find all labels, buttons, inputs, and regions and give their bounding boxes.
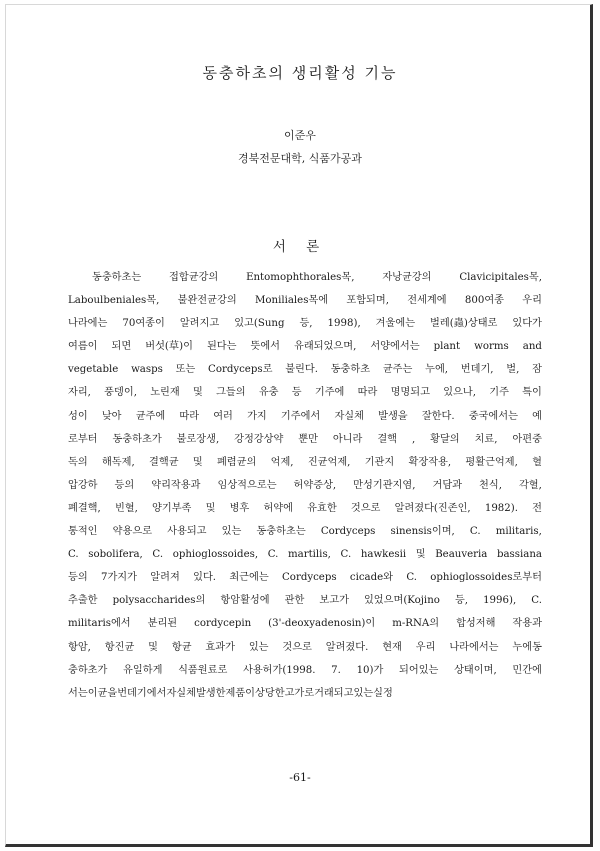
word: 우리 xyxy=(415,641,436,653)
word: 기주 xyxy=(489,387,509,399)
word: Entomophthorales목, xyxy=(246,272,355,283)
word: 동충하초는 xyxy=(256,526,306,538)
word: 독의 xyxy=(68,456,88,468)
word: 균을 xyxy=(97,687,118,699)
word: C. xyxy=(340,549,352,561)
word: 된다는 xyxy=(206,341,237,353)
word: 잘한다. xyxy=(421,410,455,422)
word: 등의 xyxy=(114,479,135,491)
word: 낮아 xyxy=(101,410,122,422)
page-number: -61- xyxy=(289,771,311,784)
word: 압강하 xyxy=(68,479,98,491)
author-affiliation: 경북전문대학, 식품가공과 xyxy=(238,152,362,165)
word: 서는 xyxy=(68,687,88,699)
word: 전세계에 xyxy=(407,295,447,307)
word: 있었으며(Kojino xyxy=(363,595,440,607)
word: 것으로 xyxy=(282,641,312,653)
word: and xyxy=(522,341,542,353)
word: 해독제, xyxy=(101,456,135,468)
body-line xyxy=(68,266,542,289)
word: 여름이 xyxy=(68,341,98,353)
word: 가지 xyxy=(247,410,267,422)
word: 상태이며, xyxy=(454,664,497,676)
word: 식품원료로 xyxy=(178,664,228,676)
body-line xyxy=(68,474,542,497)
word: 성이 xyxy=(68,410,88,422)
word: 자리, xyxy=(68,387,91,399)
word: cicade와 xyxy=(349,572,394,584)
word: 벌, xyxy=(506,364,520,376)
word: 버섯(草)이 xyxy=(145,341,193,353)
word: 불로장생, xyxy=(176,433,220,445)
paper-title: 동충하초의 생리활성 기능 xyxy=(202,64,398,82)
word: 우리 xyxy=(522,295,542,307)
word: C. xyxy=(531,595,542,607)
word: 및 xyxy=(415,549,426,561)
body-line xyxy=(68,335,542,358)
word: 누에, xyxy=(425,364,449,376)
word: ophioglossoides로부터 xyxy=(430,572,542,584)
word: 분리된 xyxy=(147,618,178,630)
word: 아니라 xyxy=(332,433,363,445)
word: Cordyceps xyxy=(320,526,376,538)
word: polysaccharides의 xyxy=(112,595,206,607)
word: 효과가 xyxy=(205,641,235,653)
word: Cordyceps로 xyxy=(208,364,273,376)
word: sobolifera, xyxy=(88,549,143,561)
word: 항균 xyxy=(171,641,192,653)
word: 결핵 xyxy=(377,433,398,445)
word: 10)가 xyxy=(356,664,384,676)
word: 자실체 xyxy=(166,687,196,699)
word: 여러 xyxy=(213,410,233,422)
word: 사용되고 xyxy=(167,526,207,538)
word: 전 xyxy=(532,502,542,514)
word: Cordyceps xyxy=(282,572,337,584)
word: 등의 xyxy=(68,572,88,584)
word: 아편중 xyxy=(512,433,542,445)
word: 항진균 xyxy=(104,641,135,653)
word: 뜻에서 xyxy=(250,341,281,353)
word: 풍뎅이, xyxy=(104,387,137,399)
word: 기관지 xyxy=(364,456,395,468)
word: C. xyxy=(152,549,164,561)
word: 겨울에는 xyxy=(375,318,416,330)
word: 치료, xyxy=(474,433,498,445)
word: 항암, xyxy=(68,641,91,653)
word: 예 xyxy=(532,410,542,422)
word: vegetable xyxy=(68,364,119,376)
word: 70여종이 xyxy=(122,318,165,330)
word: 누에동 xyxy=(512,641,542,653)
word: 및 xyxy=(148,641,159,653)
word: 빈혈, xyxy=(114,502,138,514)
word: 동충하초는 xyxy=(92,272,142,283)
word: 및 xyxy=(192,456,203,468)
word: 강정강상약 xyxy=(234,433,284,445)
body-line xyxy=(68,543,542,566)
body-line xyxy=(68,659,542,682)
word: 서양에서는 xyxy=(370,341,420,353)
word: 보고가 xyxy=(319,595,349,607)
word: 또는 xyxy=(175,364,196,376)
body-line xyxy=(68,381,542,404)
word: 1982). xyxy=(484,502,518,514)
word: 허약증상, xyxy=(293,479,337,491)
word: 1996), xyxy=(483,595,517,607)
word: 최근에는 xyxy=(229,572,269,584)
word: militaris에서 xyxy=(68,618,131,630)
word: 노린재 xyxy=(150,387,180,399)
word: 평활근억제, xyxy=(465,456,518,468)
word: 따라 xyxy=(179,410,200,422)
word: 각혈, xyxy=(518,479,542,491)
word: plant xyxy=(433,341,461,353)
word: 알려졌다. xyxy=(325,641,369,653)
word: 있고(Sung xyxy=(234,318,285,330)
word: 되어있는 xyxy=(399,664,439,676)
word: 명명되고 xyxy=(390,387,430,399)
word: 불완전균강의 xyxy=(177,295,237,307)
body-paragraph xyxy=(68,266,542,705)
word: m-RNA의 xyxy=(392,618,440,630)
word: 결핵균 xyxy=(149,456,179,468)
word: 번데기, xyxy=(460,364,494,376)
word: 폐결핵, xyxy=(68,502,101,514)
word: C. xyxy=(469,526,481,538)
word: 충하초가 xyxy=(68,664,108,676)
word: 현재 xyxy=(382,641,402,653)
word: 임상적으로는 xyxy=(217,479,277,491)
word: 알려졌다(진존인, xyxy=(394,502,471,514)
word: 실정 xyxy=(373,687,393,699)
author-name: 이준우 xyxy=(284,129,316,142)
word: 있다. xyxy=(193,572,217,584)
word: C. xyxy=(406,572,417,584)
word: (3'-deoxyadenosin)이 xyxy=(268,618,376,630)
word: 균주에 xyxy=(135,410,166,422)
word: 항암활성에 xyxy=(220,595,270,607)
word: 동충하초 xyxy=(330,364,371,376)
word: 허약에 xyxy=(263,502,293,514)
word: 자실체 xyxy=(334,410,364,422)
word: 되면 xyxy=(111,341,132,353)
word: 기주에서 xyxy=(280,410,321,422)
word: hawkesii xyxy=(360,549,407,561)
word: 양기부족 xyxy=(152,502,192,514)
word: worms xyxy=(474,341,509,353)
word: 혈 xyxy=(532,456,542,468)
word: 민간에 xyxy=(512,664,542,676)
word: cordycepin xyxy=(194,618,252,630)
word: 발생을 xyxy=(378,410,408,422)
word: 있는 xyxy=(248,641,269,653)
word: 유충 xyxy=(258,387,279,399)
word: 1998), xyxy=(327,318,361,330)
word: 및 xyxy=(205,502,216,514)
word: 특이 xyxy=(522,387,542,399)
word: 7가지가 xyxy=(100,572,137,584)
word: 자낭균강의 xyxy=(382,272,432,283)
body-line xyxy=(68,451,542,474)
word: 균주는 xyxy=(382,364,413,376)
word: 기주에 xyxy=(314,387,345,399)
body-line xyxy=(68,520,542,543)
word: 발생한 xyxy=(195,687,226,699)
word: bassiana xyxy=(496,549,542,561)
word: 거래되고 xyxy=(314,687,354,699)
word: 있는 xyxy=(221,526,242,538)
word: 있으나, xyxy=(443,387,476,399)
word: 중국에서는 xyxy=(468,410,518,422)
body-line xyxy=(68,497,542,520)
word: sinensis이며, xyxy=(390,526,455,538)
word: wasps xyxy=(131,364,163,376)
word: 및 xyxy=(192,387,203,399)
word: 고가로 xyxy=(284,687,315,699)
word: militaris, xyxy=(495,526,542,538)
word: 약용으로 xyxy=(112,526,153,538)
body-line xyxy=(68,405,542,428)
word: Beauveria xyxy=(435,549,488,561)
word: 이 xyxy=(87,687,98,699)
word: 진균억제, xyxy=(307,456,351,468)
word: 알려지고 xyxy=(179,318,220,330)
word: C. xyxy=(68,549,79,561)
word: 동충하초가 xyxy=(112,433,162,445)
body-line xyxy=(68,289,542,312)
word: 폐렴균의 xyxy=(216,456,257,468)
body-line xyxy=(68,636,542,659)
section-heading: 서 론 xyxy=(272,239,328,255)
word: 관한 xyxy=(284,595,305,607)
body-line xyxy=(68,589,542,612)
word: 등, xyxy=(454,595,469,607)
word: 작용과 xyxy=(512,618,542,630)
word: 사용허가(1998. xyxy=(242,664,316,676)
word: 로부터 xyxy=(68,433,98,445)
word: Clavicipitales목, xyxy=(459,272,542,283)
word: 있다가 xyxy=(512,318,542,330)
body-line xyxy=(68,312,542,335)
word: 800여종 xyxy=(464,295,505,307)
word: 불린다. xyxy=(285,364,318,376)
word: 접합균강의 xyxy=(169,272,219,283)
word: 등, xyxy=(299,318,313,330)
body-line xyxy=(68,682,542,705)
word: 병후 xyxy=(229,502,250,514)
word: 유래되었으며, xyxy=(294,341,357,353)
body-line xyxy=(68,428,542,451)
word: martilis, xyxy=(287,549,331,561)
body-line xyxy=(68,358,542,381)
body-line xyxy=(68,566,542,589)
word: 제품이 xyxy=(225,687,256,699)
word: Laboulbeniales목, xyxy=(68,295,160,307)
word: 합성저해 xyxy=(456,618,496,630)
word: 거담과 xyxy=(432,479,463,491)
word: 등 xyxy=(291,387,302,399)
word: 유효한 xyxy=(307,502,337,514)
word: 잠 xyxy=(532,364,542,376)
word: 따라 xyxy=(357,387,378,399)
word: , xyxy=(411,433,416,445)
word: 알려져 xyxy=(150,572,180,584)
word: 상당한 xyxy=(255,687,285,699)
word: 확장작용, xyxy=(408,456,452,468)
word: 만성기관지염, xyxy=(353,479,416,491)
word: 나라에는 xyxy=(68,318,108,330)
word: 그들의 xyxy=(216,387,246,399)
word: 번데기에서 xyxy=(117,687,167,699)
word: 억제, xyxy=(270,456,294,468)
word: 천식, xyxy=(479,479,502,491)
word: 약리작용과 xyxy=(151,479,201,491)
word: C. xyxy=(267,549,279,561)
body-line xyxy=(68,612,542,635)
word: 포함되며, xyxy=(346,295,389,307)
word: 통적인 xyxy=(68,526,98,538)
word: ophioglossoides, xyxy=(172,549,259,561)
word: 뿐만 xyxy=(298,433,318,445)
word: 나라에서는 xyxy=(449,641,499,653)
word: 황달의 xyxy=(430,433,460,445)
word: 추출한 xyxy=(68,595,98,607)
word: 것으로 xyxy=(350,502,381,514)
word: 있는 xyxy=(353,687,374,699)
word: 7. xyxy=(331,664,341,676)
word: 벌레(蟲)상태로 xyxy=(430,318,498,330)
word: Moniliales목에 xyxy=(254,295,329,307)
word: 유일하게 xyxy=(123,664,163,676)
